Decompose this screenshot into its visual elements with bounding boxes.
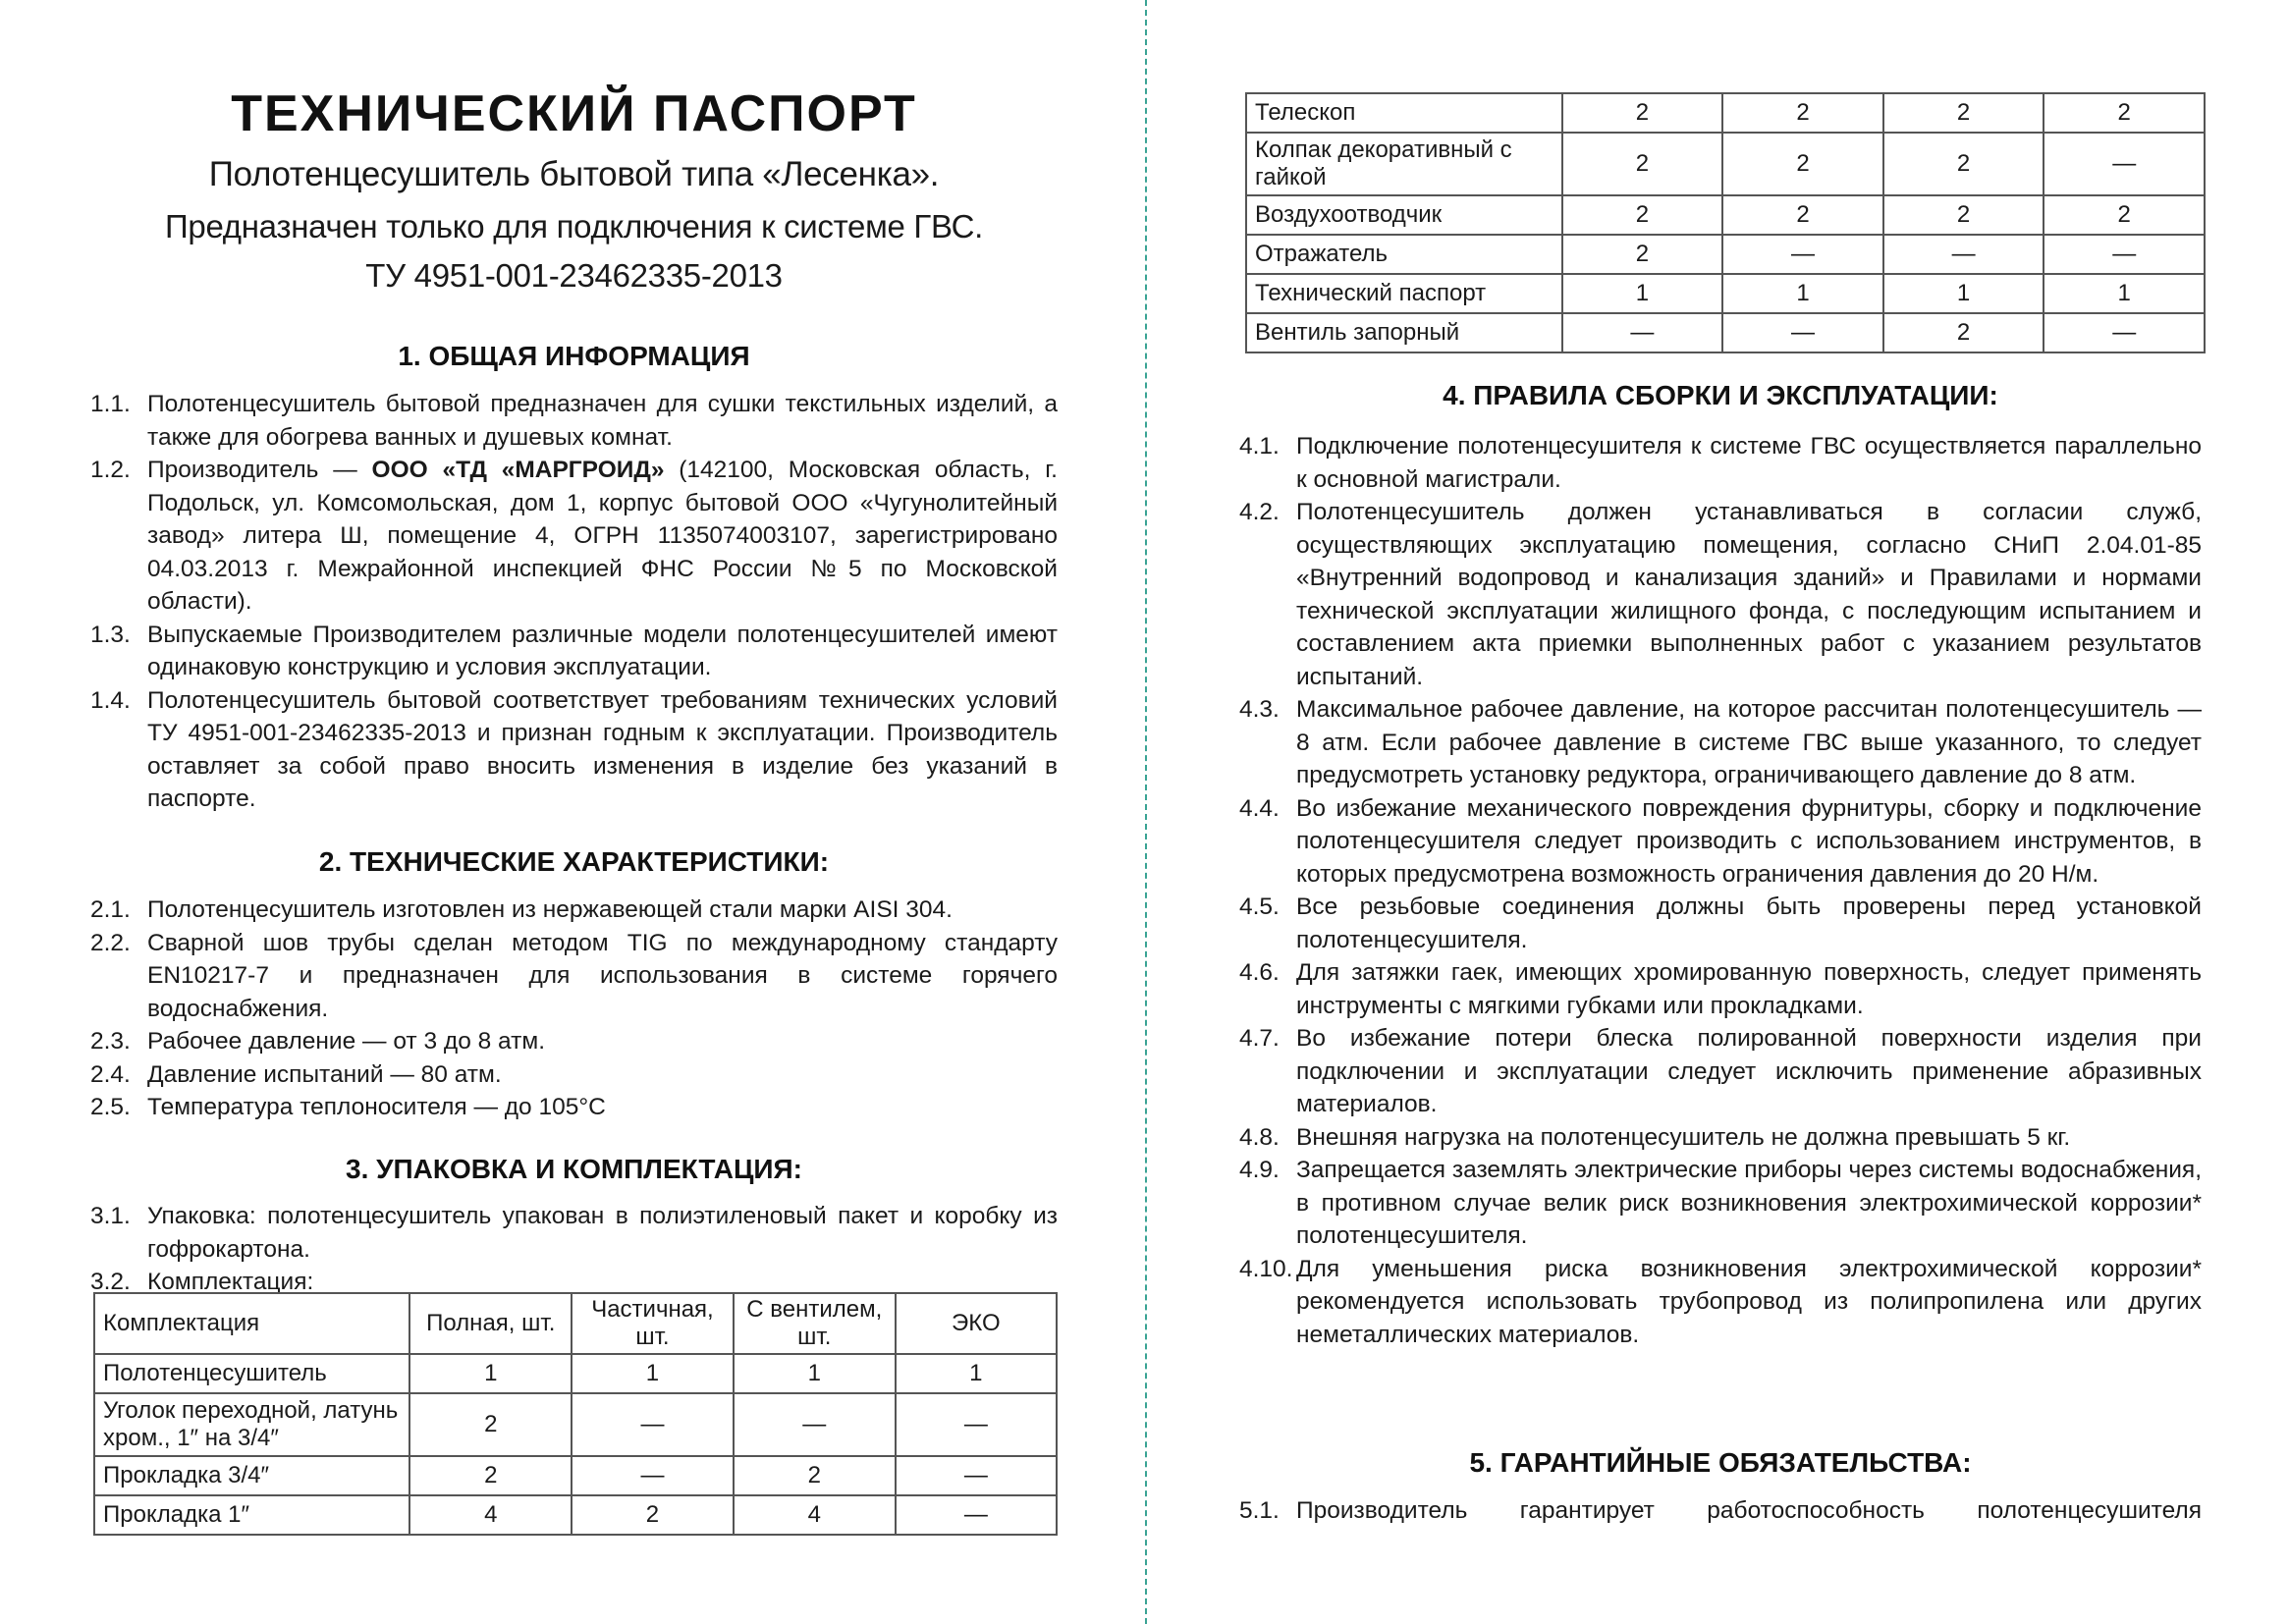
list-item: 4.6. Для затяжки гаек, имеющих хромированную поверхность, следует применять инструменты с мягкими губками или прокладками. — [1239, 959, 2202, 1019]
table-row: Вентиль запорный — — 2 — — [1246, 313, 2205, 352]
list-item: 4.8. Внешняя нагрузка на полотенцесушитель не должна превышать 5 кг. — [1239, 1123, 2071, 1151]
list-item: 4.7. Во избежание потери блеска полированной поверхности изделия при подключении и эксплуатации следует исключить применение абразивных материалов. — [1239, 1025, 2202, 1117]
list-item: 1.2. Производитель — ООО «ТД «МАРГРОИД» (142100, Московская область, г. Подольск, ул. Комсомольская, дом 1, корпус бытовой ООО «Чугунолитейный завод» литера Ш, помещение 4, ОГРН 1135074003107, зарегистрировано 04.03.2013 г. Межрайонной инспекцией ФНС России №5 по Московской области). — [90, 457, 1058, 615]
list-item: 2.4. Давление испытаний — 80 атм. — [90, 1060, 502, 1088]
section-3-heading: 3. УПАКОВКА И КОМПЛЕКТАЦИЯ: — [346, 1154, 802, 1184]
table-row: Воздухоотводчик 2 2 2 2 — [1246, 195, 2205, 235]
table-row: Телескоп 2 2 2 2 — [1246, 93, 2205, 133]
spec-number: ТУ 4951-001-23462335-2013 — [365, 257, 783, 294]
table-row: Прокладка 3/4″ 2 — 2 — — [94, 1456, 1057, 1495]
list-item: 2.3. Рабочее давление — от 3 до 8 атм. — [90, 1028, 546, 1055]
table-row: Отражатель 2 — — — — [1246, 235, 2205, 274]
list-item: 4.2. Полотенцесушитель должен устанавливаться в согласии служб, осуществляющих эксплуатацию помещения, согласно СНиП 2.04.01-85 «Внутренний водопровод и канализация зданий» и Правилами и нормами технической эксплуатации жилищного фонда, с последующим испытанием и составлением акта приемки выполненных работ с указанием результатов испытаний. — [1239, 499, 2202, 690]
section-3-list — [90, 1200, 1058, 1299]
list-item: 1.3. Выпускаемые Производителем различные модели полотенцесушителей имеют одинаковую конструкцию и условия эксплуатации. — [90, 621, 1058, 680]
list-item: 1.4. Полотенцесушитель бытовой соответствует требованиям технических условий ТУ 4951-001-23462335-2013 и признан годным к эксплуатации. Производитель оставляет за собой право вносить изменения в изделие без указаний в паспорте. — [90, 686, 1058, 812]
list-item: 2.2. Сварной шов трубы сделан методом TIG по международному стандарту EN10217-7 и предназначен для использования в системе горячего водоснабжения. — [90, 929, 1058, 1022]
list-item: 4.4. Во избежание механического повреждения фурнитуры, сборку и подключение полотенцесушителя следует производить с использованием инструментов, в которых предусмотрена возможность ограничения давления до 20 Н/м. — [1239, 794, 2202, 888]
document-title: ТЕХНИЧЕСКИЙ ПАСПОРТ — [231, 85, 917, 142]
product-subtitle: Полотенцесушитель бытовой типа «Лесенка». — [208, 155, 940, 193]
section-5-heading: 5. ГАРАНТИЙНЫЕ ОБЯЗАТЕЛЬСТВА: — [1469, 1447, 1972, 1478]
kit-table-part-1 — [93, 1292, 1058, 1536]
section-4-list — [1239, 430, 2202, 1351]
section-4-heading: 4. ПРАВИЛА СБОРКИ И ЭКСПЛУАТАЦИИ: — [1443, 380, 1998, 410]
list-item: 1.1. Полотенцесушитель бытовой предназначен для сушки текстильных изделий, а также для обогрева ванных и душевых комнат. — [90, 391, 1058, 451]
list-item: 3.2. Комплектация: — [90, 1269, 314, 1295]
page-fold-divider — [1145, 0, 1147, 1624]
section-2-list — [90, 893, 1058, 1124]
list-item: 4.3. Максимальное рабочее давление, на которое рассчитан полотенцесушитель — 8 атм. Если рабочее давление в системе ГВС выше указанного, то следует предусмотреть установку редуктора, ограничивающего давление до 8 атм. — [1239, 696, 2202, 788]
table-row: Уголок переходной, латунь хром., 1″ на 3/4″ 2 — — — — [94, 1393, 1057, 1456]
list-item: 4.9. Запрещается заземлять электрические приборы через системы водоснабжения, в противном случае велик риск возникновения электрохимической коррозии* полотенцесушителя. — [1239, 1157, 2202, 1249]
list-item: 4.5. Все резьбовые соединения должны быть проверены перед установкой полотенцесушителя. — [1239, 893, 2202, 953]
kit-table-part-2 — [1245, 92, 2206, 353]
manufacturer-name: ООО «ТД «МАРГРОИД» — [371, 457, 665, 483]
section-5-list — [1239, 1494, 2202, 1528]
table-row: Прокладка 1″ 4 2 4 — — [94, 1495, 1057, 1535]
table-row: Колпак декоративный с гайкой 2 2 2 — — [1246, 133, 2205, 195]
table-row: Полотенцесушитель 1 1 1 1 — [94, 1354, 1057, 1393]
section-1-heading: 1. ОБЩАЯ ИНФОРМАЦИЯ — [398, 341, 750, 371]
table-row: Технический паспорт 1 1 1 1 — [1246, 274, 2205, 313]
purpose-subtitle: Предназначен только для подключения к системе ГВС. — [165, 208, 983, 244]
list-item: 3.1. Упаковка: полотенцесушитель упакован в полиэтиленовый пакет и коробку из гофрокартона. — [90, 1203, 1058, 1263]
list-item: 4.10. Для уменьшения риска возникновения электрохимической коррозии* рекомендуется использовать трубопровод из полипропилена или других неметаллических материалов. — [1239, 1255, 2202, 1348]
section-2-heading: 2. ТЕХНИЧЕСКИЕ ХАРАКТЕРИСТИКИ: — [318, 846, 830, 877]
section-1-list — [90, 388, 1058, 816]
list-item: 4.1. Подключение полотенцесушителя к системе ГВС осуществляется параллельно к основной магистрали. — [1239, 433, 2202, 493]
list-item: 2.1. Полотенцесушитель изготовлен из нержавеющей стали марки AISI 304. — [90, 896, 953, 923]
table-header-row: Комплектация Полная, шт. Частичная, шт. С вентилем, шт. ЭКО — [94, 1293, 1057, 1354]
list-item: 2.5. Температура теплоносителя — до 105°C — [90, 1094, 606, 1120]
list-item: 5.1. Производитель гарантирует работоспособность полотенцесушителя — [1239, 1497, 2202, 1524]
